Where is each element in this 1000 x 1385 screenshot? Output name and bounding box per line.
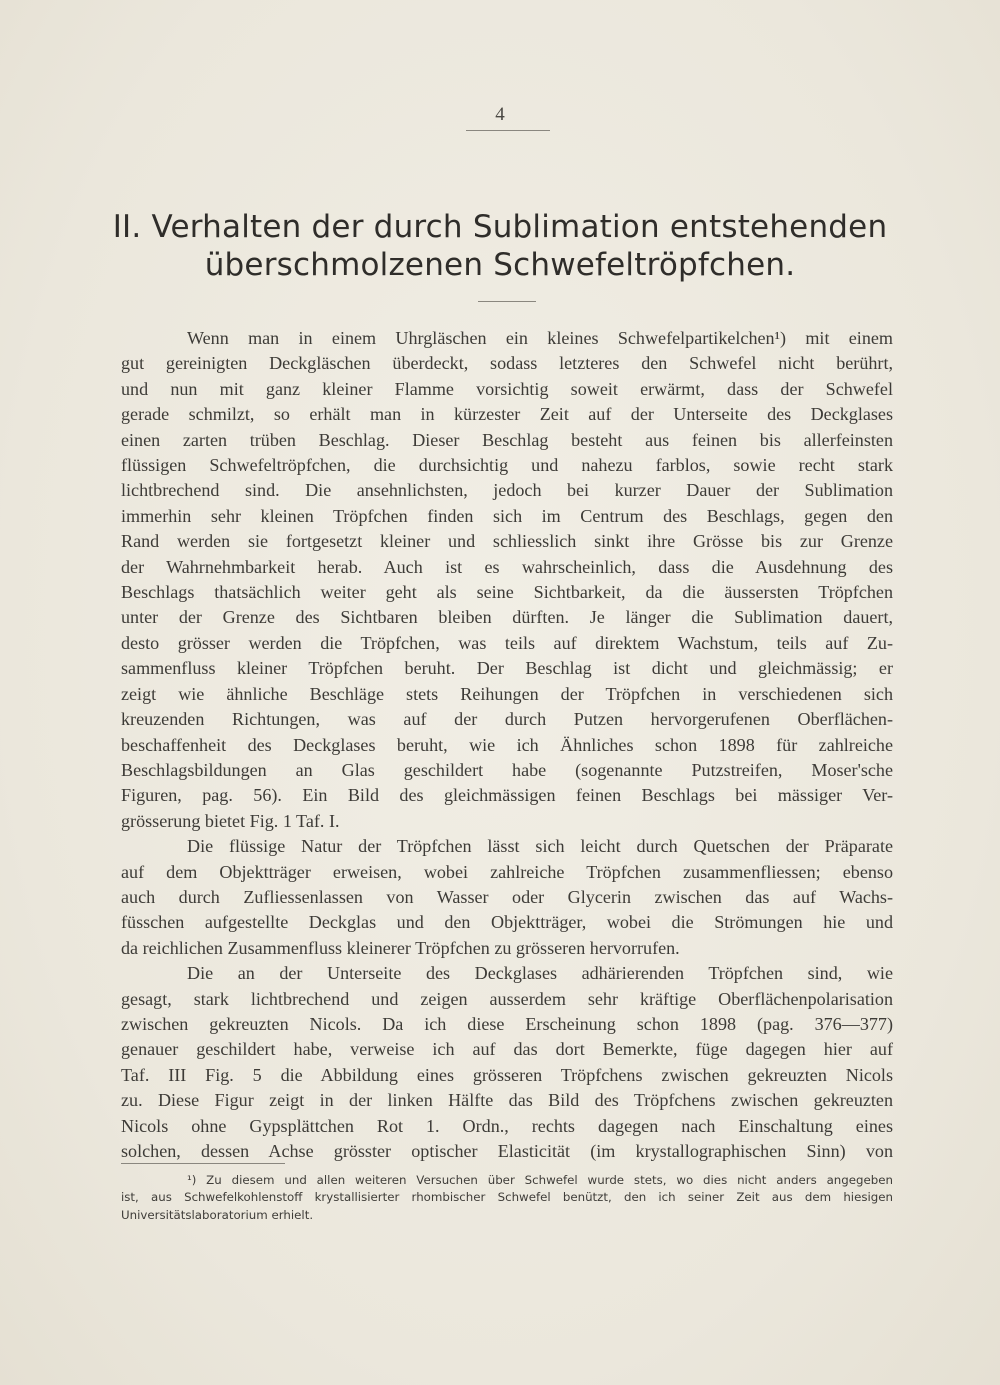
- text-line: Figuren, pag. 56). Ein Bild des gleichmässigen feinen Beschlags bei mässiger Ver-: [121, 785, 893, 806]
- header-rule: [466, 130, 550, 131]
- text-line: beschaffenheit des Deckglases beruht, wie ich Ähnliches schon 1898 für zahlreiche: [121, 734, 893, 755]
- text-line: Taf. III Fig. 5 die Abbildung eines grösseren Tröpfchens zwischen gekreuzten Nicols: [121, 1064, 893, 1085]
- text-line: gerade schmilzt, so erhält man in kürzester Zeit auf der Unterseite des Deckglases: [121, 404, 893, 425]
- text-line: gut gereinigten Deckgläschen überdeckt, sodass letzteres den Schwefel nicht berührt,: [121, 353, 893, 374]
- text-line: sammenfluss kleiner Tröpfchen beruht. Der Beschlag ist dicht und gleichmässig; er: [121, 658, 893, 679]
- text-line: auf dem Objektträger erweisen, wobei zahlreiche Tröpfchen zusammenfliessen; ebenso: [121, 861, 893, 882]
- text-line: Die an der Unterseite des Deckglases adhärierenden Tröpfchen sind, wie: [187, 963, 893, 984]
- text-line: einen zarten trüben Beschlag. Dieser Beschlag besteht aus feinen bis allerfeinsten: [121, 429, 893, 450]
- footnote-rule: [121, 1163, 285, 1164]
- text-line: Wenn man in einem Uhrgläschen ein kleines Schwefelpartikelchen¹) mit einem: [187, 328, 893, 348]
- text-line: da reichlichen Zusammenfluss kleinerer Tröpfchen zu grösseren hervorrufen.: [121, 937, 680, 958]
- footnote: [121, 1172, 893, 1224]
- title-rule: [478, 301, 536, 302]
- footnote-line: ¹) Zu diesem und allen weiteren Versuchen über Schwefel wurde stets, wo dies nicht anders angegeben: [187, 1173, 893, 1187]
- text-line: immerhin sehr kleinen Tröpfchen finden sich im Centrum des Beschlags, gegen den: [121, 505, 893, 526]
- chapter-title: [60, 208, 940, 284]
- text-line: Die flüssige Natur der Tröpfchen lässt sich leicht durch Quetschen der Präparate: [187, 836, 893, 857]
- paragraph: [121, 326, 893, 834]
- text-line: der Wahrnehmbarkeit herab. Auch ist es wahrscheinlich, dass die Ausdehnung des: [121, 556, 893, 577]
- text-line: und nun mit ganz kleiner Flamme vorsichtig soweit erwärmt, dass der Schwefel: [121, 378, 893, 399]
- body-text: [121, 326, 893, 1164]
- page-number: 4: [495, 104, 505, 125]
- text-line: grösserung bietet Fig. 1 Taf. I.: [121, 810, 340, 831]
- paragraph: [121, 961, 893, 1164]
- text-line: gesagt, stark lichtbrechend und zeigen ausserdem sehr kräftige Oberflächenpolarisation: [121, 988, 893, 1009]
- text-line: zu. Diese Figur zeigt in der linken Hälfte das Bild des Tröpfchens zwischen gekreuzten: [121, 1090, 893, 1111]
- paragraph: [121, 834, 893, 961]
- text-line: zeigt wie ähnliche Beschläge stets Reihungen der Tröpfchen in verschiedenen sich: [121, 683, 893, 704]
- text-line: kreuzenden Richtungen, was auf der durch Putzen hervorgerufenen Oberflächen-: [121, 709, 893, 730]
- text-line: füsschen aufgestellte Deckglas und den Objektträger, wobei die Strömungen hie und: [121, 912, 893, 933]
- chapter-title-line: überschmolzenen Schwefeltröpfchen.: [204, 247, 796, 283]
- text-line: desto grösser werden die Tröpfchen, was teils auf direktem Wachstum, teils auf Zu-: [121, 632, 893, 653]
- footnote-line: ist, aus Schwefelkohlenstoff krystallisierter rhombischer Schwefel benützt, den ich seiner Zeit aus dem hiesigen: [121, 1190, 893, 1205]
- footnote-line: Universitätslaboratorium erhielt.: [121, 1207, 314, 1222]
- text-line: solchen, dessen Achse grösster optischer Elasticität (im krystallographischen Sinn) von: [121, 1141, 893, 1161]
- text-line: genauer geschildert habe, verweise ich auf das dort Bemerkte, füge dagegen hier auf: [121, 1039, 893, 1060]
- text-line: auch durch Zufliessenlassen von Wasser oder Glycerin zwischen das auf Wachs-: [121, 886, 893, 907]
- text-line: unter der Grenze des Sichtbaren bleiben dürften. Je länger die Sublimation dauert,: [121, 607, 893, 628]
- text-line: Nicols ohne Gypsplättchen Rot 1. Ordn., rechts dagegen nach Einschaltung eines: [121, 1115, 893, 1136]
- text-line: lichtbrechend sind. Die ansehnlichsten, jedoch bei kurzer Dauer der Sublimation: [121, 480, 893, 501]
- text-line: Beschlagsbildungen an Glas geschildert habe (sogenannte Putzstreifen, Moser'sche: [121, 759, 893, 780]
- chapter-title-line: II. Verhalten der durch Sublimation entstehenden: [112, 209, 888, 245]
- text-line: zwischen gekreuzten Nicols. Da ich diese Erscheinung schon 1898 (pag. 376—377): [121, 1013, 893, 1034]
- text-line: Rand werden sie fortgesetzt kleiner und schliesslich sinkt ihre Grösse bis zur Grenze: [121, 531, 893, 552]
- text-line: flüssigen Schwefeltröpfchen, die durchsichtig und nahezu farblos, sowie recht stark: [121, 455, 893, 476]
- text-line: Beschlags thatsächlich weiter geht als seine Sichtbarkeit, da die äussersten Tröpfchen: [121, 582, 893, 603]
